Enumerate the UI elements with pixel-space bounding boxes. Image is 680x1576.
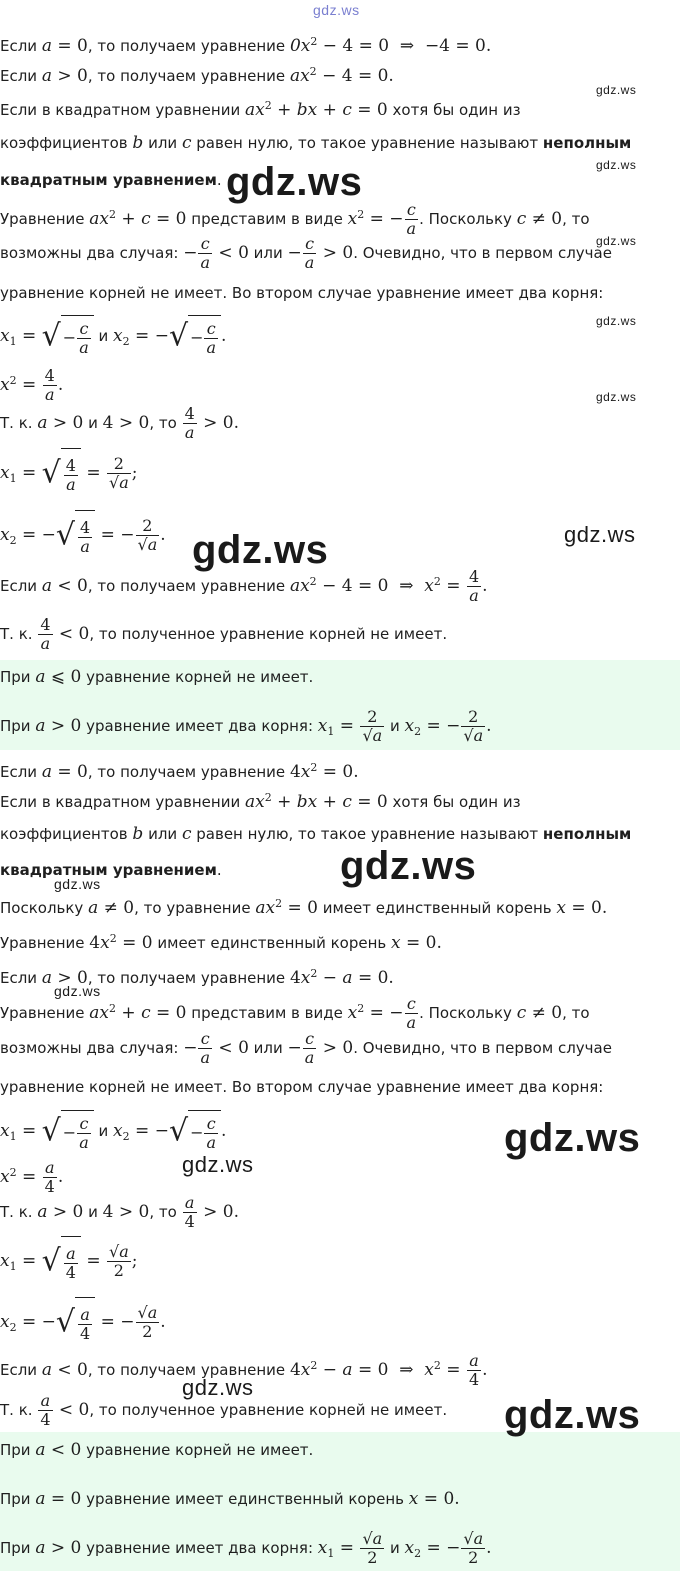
watermark: gdz.ws: [504, 1116, 641, 1160]
text-line: Если a = 0, то получаем уравнение $4x^2 = 0$.: [0, 761, 359, 782]
text-line: Уравнение $ax^2 + c = 0$ представим в виде $x^2$ = − $\frac{c}{a}$ . Поскольку c ≠ 0, то: [0, 994, 590, 1032]
text-line: $x_1$ = √ − $\frac{c}{a}$ и $x_2$ = −√ − $\frac{c}{a}$ .: [0, 315, 226, 362]
text-line: Т. к. $\frac{a}{4}$ < 0, то полученное уравнение корней не имеет.: [0, 1391, 448, 1429]
text-line: коэффициентов b или c равен нулю, то такое уравнение называют неполным: [0, 133, 632, 153]
watermark: gdz.ws: [596, 234, 637, 248]
watermark: gdz.ws: [226, 160, 363, 204]
text-line: $x_2$ = −√ $\frac{4}{a}$ = − $\frac{2}{√a}$ .: [0, 510, 166, 565]
watermark: gdz.ws: [596, 158, 637, 172]
text-line: Если a = 0, то получаем уравнение $0x^2 - 4 = 0$ ⇒ −4 = 0.: [0, 35, 492, 56]
watermark: gdz.ws: [54, 983, 101, 999]
text-line: Если в квадратном уравнении $ax^2$ + bx + c = 0 хотя бы один из: [0, 99, 521, 120]
text-line: Если a > 0, то получаем уравнение $ax^2 - 4 = 0$.: [0, 65, 394, 86]
watermark: gdz.ws: [182, 1375, 254, 1400]
text-line: Уравнение $4x^2 = 0$ имеет единственный корень x = 0.: [0, 932, 442, 953]
text-line: возможны два случая: − $\frac{c}{a}$ < 0 или − $\frac{c}{a}$ > 0. Очевидно, что в первом случае: [0, 1029, 612, 1067]
watermark: gdz.ws: [192, 528, 329, 572]
answer-line: При a > 0 уравнение имеет два корня: $x_1$ = $\frac{√a}{2}$ и $x_2$ = − $\frac{√a}{2}$ .: [0, 1529, 492, 1567]
answer-line: При a < 0 уравнение корней не имеет.: [0, 1440, 314, 1460]
watermark: gdz.ws: [596, 390, 637, 404]
text-line: $x_2$ = −√ $\frac{a}{4}$ = − $\frac{√a}{2}$ .: [0, 1297, 166, 1352]
text-line: $x^2$ = $\frac{a}{4}$ .: [0, 1158, 64, 1196]
watermark: gdz.ws: [564, 522, 636, 547]
text-line: уравнение корней не имеет. Во втором случае уравнение имеет два корня:: [0, 284, 604, 302]
answer-line: При a > 0 уравнение имеет два корня: $x_1$ = $\frac{2}{√a}$ и $x_2$ = − $\frac{2}{√a}$ .: [0, 707, 492, 745]
text-line: уравнение корней не имеет. Во втором случае уравнение имеет два корня:: [0, 1078, 604, 1096]
watermark: gdz.ws: [596, 83, 637, 97]
watermark: gdz.ws: [504, 1393, 641, 1437]
text-line: Если a < 0, то получаем уравнение $4x^2 - a = 0$ ⇒ $x^2$ = $\frac{a}{4}$ .: [0, 1351, 488, 1389]
watermark-top: gdz.ws: [313, 2, 360, 18]
text-line: Если a < 0, то получаем уравнение $ax^2 - 4 = 0$ ⇒ $x^2$ = $\frac{4}{a}$ .: [0, 567, 488, 605]
text-line: Поскольку a ≠ 0, то уравнение $ax^2 = 0$ имеет единственный корень x = 0.: [0, 897, 608, 918]
text-line: квадратным уравнением.: [0, 861, 222, 879]
text-line: Если a > 0, то получаем уравнение $4x^2 - a = 0$.: [0, 967, 394, 988]
watermark: gdz.ws: [340, 844, 477, 888]
text-line: $x^2$ = $\frac{4}{a}$ .: [0, 366, 64, 404]
watermark: gdz.ws: [182, 1152, 254, 1177]
watermark: gdz.ws: [54, 876, 101, 892]
text-line: Уравнение $ax^2 + c = 0$ представим в виде $x^2$ = − $\frac{c}{a}$ . Поскольку c ≠ 0, то: [0, 200, 590, 238]
watermark: gdz.ws: [596, 314, 637, 328]
answer-line: При a ⩽ 0 уравнение корней не имеет.: [0, 667, 314, 687]
text-line: Если в квадратном уравнении $ax^2$ + bx + c = 0 хотя бы один из: [0, 791, 521, 812]
text-line: Т. к. a > 0 и 4 > 0, то $\frac{a}{4}$ > 0.: [0, 1193, 240, 1231]
text-line: $x_1$ = √ $\frac{4}{a}$ = $\frac{2}{√a}$ ;: [0, 448, 138, 503]
text-line: квадратным уравнением.: [0, 171, 222, 189]
text-line: Т. к. $\frac{4}{a}$ < 0, то полученное уравнение корней не имеет.: [0, 615, 448, 653]
text-line: Т. к. a > 0 и 4 > 0, то $\frac{4}{a}$ > 0.: [0, 404, 240, 442]
text-line: $x_1$ = √ $\frac{a}{4}$ = $\frac{√a}{2}$ ;: [0, 1236, 138, 1291]
answer-line: При a = 0 уравнение имеет единственный корень x = 0.: [0, 1489, 460, 1509]
text-line: возможны два случая: − $\frac{c}{a}$ < 0 или − $\frac{c}{a}$ > 0. Очевидно, что в первом случае: [0, 234, 612, 272]
text-line: $x_1$ = √ − $\frac{c}{a}$ и $x_2$ = −√ − $\frac{c}{a}$ .: [0, 1110, 226, 1157]
text-line: коэффициентов b или c равен нулю, то такое уравнение называют неполным: [0, 824, 632, 844]
